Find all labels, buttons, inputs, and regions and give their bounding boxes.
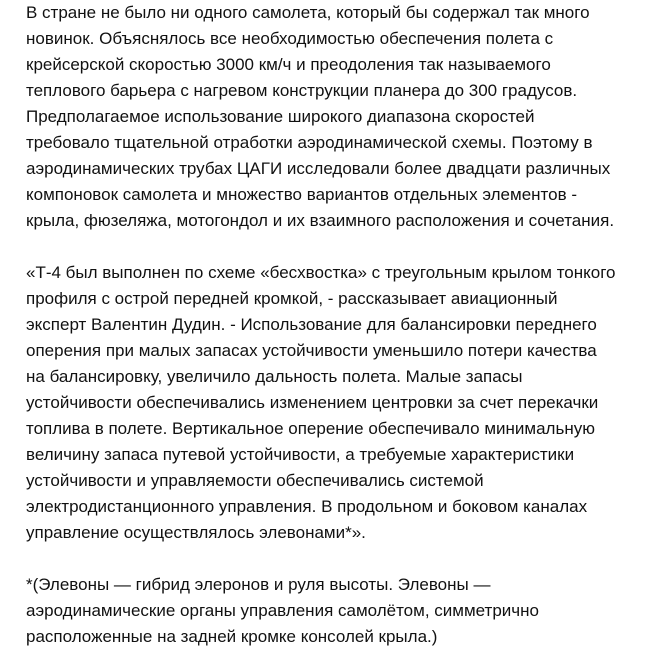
text-line: аэродинамические органы управления самолётом, симметрично [26, 601, 539, 620]
text-line: компоновок самолета и множество вариантов отдельных элементов - [26, 185, 578, 204]
text-line: крыла, фюзеляжа, мотогондол и их взаимного расположения и сочетания. [26, 211, 615, 230]
article-body [26, 0, 656, 650]
paragraph-spacer [26, 546, 656, 572]
text-line: требовало тщательной отработки аэродинамической схемы. Поэтому в [26, 133, 593, 152]
text-line: теплового барьера с нагревом конструкции планера до 300 градусов. [26, 81, 578, 100]
text-line: аэродинамических трубах ЦАГИ исследовали более двадцати различных [26, 159, 611, 178]
paragraph-t4-overview [26, 0, 656, 234]
text-line: электродистанционного управления. В продольном и боковом каналах [26, 497, 588, 516]
text-line: профиля с острой передней кромкой, - рассказывает авиационный [26, 289, 558, 308]
text-line: новинок. Объяснялось все необходимостью обеспечения полета с [26, 29, 554, 48]
text-line: В стране не было ни одного самолета, который бы содержал так много [26, 3, 590, 22]
text-line: топлива в полете. Вертикальное оперение обеспечивало минимальную [26, 419, 595, 438]
text-line: величину запаса путевой устойчивости, а требуемые характеристики [26, 445, 575, 464]
text-line: *(Элевоны — гибрид элеронов и руля высоты. Элевоны — [26, 575, 491, 594]
text-line: на балансировку, увеличило дальность полета. Малые запасы [26, 367, 523, 386]
text-line: Предполагаемое использование широкого диапазона скоростей [26, 107, 535, 126]
text-line: «Т-4 был выполнен по схеме «бесхвостка» с треугольным крылом тонкого [26, 263, 616, 282]
text-line: эксперт Валентин Дудин. - Использование для балансировки переднего [26, 315, 597, 334]
text-line: устойчивости обеспечивались изменением центровки за счет перекачки [26, 393, 599, 412]
text-line: крейсерской скоростью 3000 км/ч и преодоления так называемого [26, 55, 551, 74]
text-line: управление осуществлялось элевонами*». [26, 523, 366, 542]
text-line: расположенные на задней кромке консолей крыла.) [26, 627, 438, 646]
paragraph-footnote [26, 572, 656, 650]
paragraph-spacer [26, 234, 656, 260]
text-line: устойчивости и управляемости обеспечивались системой [26, 471, 484, 490]
text-line: оперения при малых запасах устойчивости уменьшило потери качества [26, 341, 597, 360]
paragraph-expert-quote [26, 260, 656, 546]
